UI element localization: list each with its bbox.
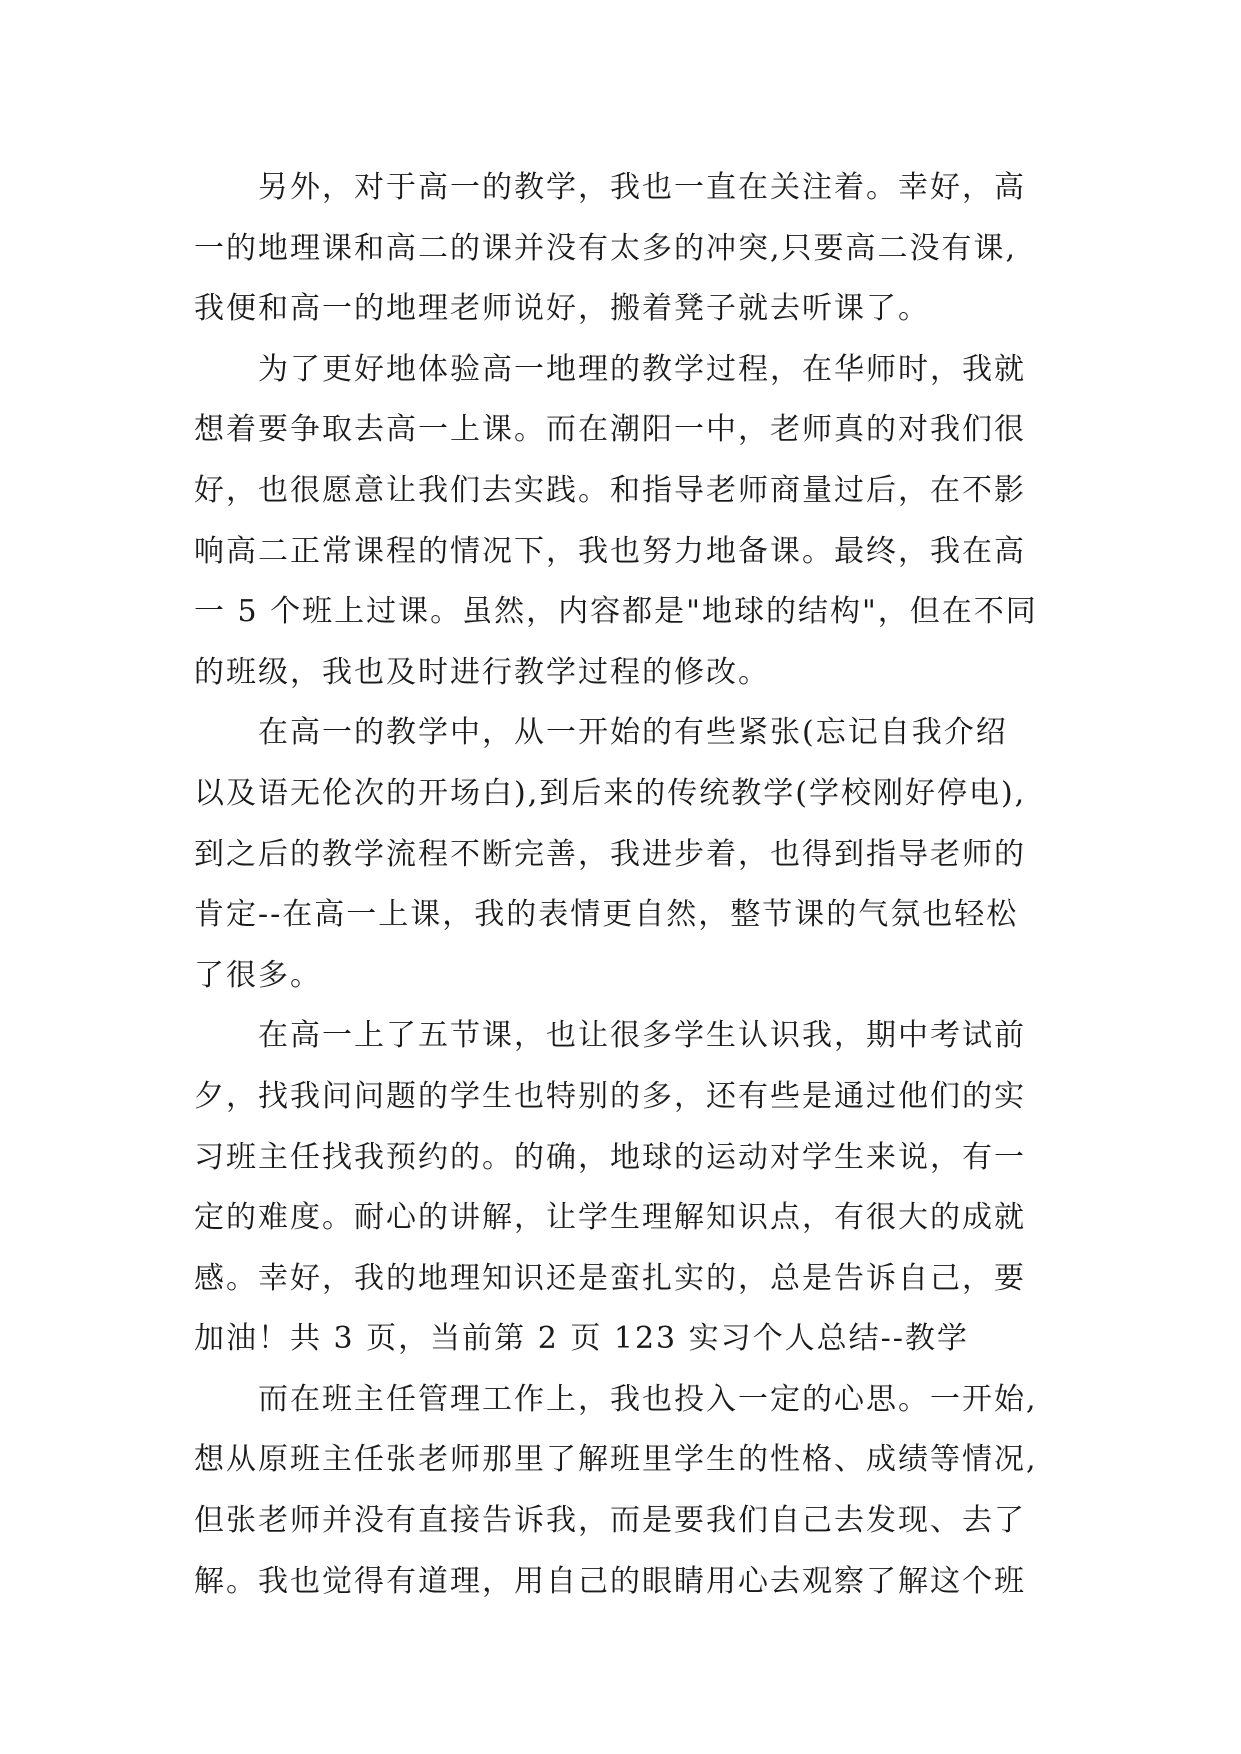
text-line: 想着要争取去高一上课。而在潮阳一中，老师真的对我们很 — [194, 412, 1026, 448]
text-line: 肯定--在高一上课，我的表情更自然，整节课的气氛也轻松 — [194, 897, 1019, 933]
text-line: 为了更好地体验高一地理的教学过程，在华师时，我就 — [258, 351, 1026, 387]
text-line: 一的地理课和高二的课并没有太多的冲突,只要高二没有课, — [194, 230, 1018, 266]
text-line: 在高一上了五节课，也让很多学生认识我，期中考试前 — [258, 1018, 1026, 1054]
text-line: 了很多。 — [194, 957, 322, 993]
text-line: 一 5 个班上过课。虽然，内容都是"地球的结构"，但在不同 — [194, 594, 1038, 630]
text-line: 到之后的教学流程不断完善，我进步着，也得到指导老师的 — [194, 836, 1026, 872]
text-line: 习班主任找我预约的。的确，地球的运动对学生来说，有一 — [194, 1139, 1026, 1175]
text-line: 另外，对于高一的教学，我也一直在关注着。幸好，高 — [258, 170, 1026, 205]
text-line: 的班级，我也及时进行教学过程的修改。 — [194, 654, 770, 690]
paragraph — [194, 1006, 1094, 1370]
text-line: 我便和高一的地理老师说好，搬着凳子就去听课了。 — [194, 291, 930, 327]
paragraph — [194, 340, 1094, 704]
text-line: 定的难度。耐心的讲解，让学生理解知识点，有很大的成就 — [194, 1200, 1026, 1236]
body-text — [194, 158, 1094, 1612]
text-line: 解。我也觉得有道理，用自己的眼睛用心去观察了解这个班 — [194, 1563, 1026, 1599]
text-line: 在高一的教学中，从一开始的有些紧张(忘记自我介绍 — [258, 715, 1008, 751]
text-line: 想从原班主任张老师那里了解班里学生的性格、成绩等情况, — [194, 1442, 1038, 1478]
paragraph — [194, 158, 1094, 340]
paragraph — [194, 1370, 1094, 1612]
text-line: 好，也很愿意让我们去实践。和指导老师商量过后，在不影 — [194, 472, 1026, 508]
text-line: 响高二正常课程的情况下，我也努力地备课。最终，我在高 — [194, 533, 1026, 569]
text-line: 夕，找我问问题的学生也特别的多，还有些是通过他们的实 — [194, 1078, 1026, 1114]
text-line: 以及语无伦次的开场白),到后来的传统教学(学校刚好停电), — [194, 775, 1027, 811]
text-line: 但张老师并没有直接告诉我，而是要我们自己去发现、去了 — [194, 1503, 1026, 1539]
text-line: 感。幸好，我的地理知识还是蛮扎实的，总是告诉自己，要 — [194, 1260, 1026, 1296]
text-line: 加油！共 3 页，当前第 2 页 123 实习个人总结--教学 — [194, 1321, 969, 1357]
paragraph — [194, 703, 1094, 1006]
text-line: 而在班主任管理工作上，我也投入一定的心思。一开始, — [258, 1381, 1038, 1417]
